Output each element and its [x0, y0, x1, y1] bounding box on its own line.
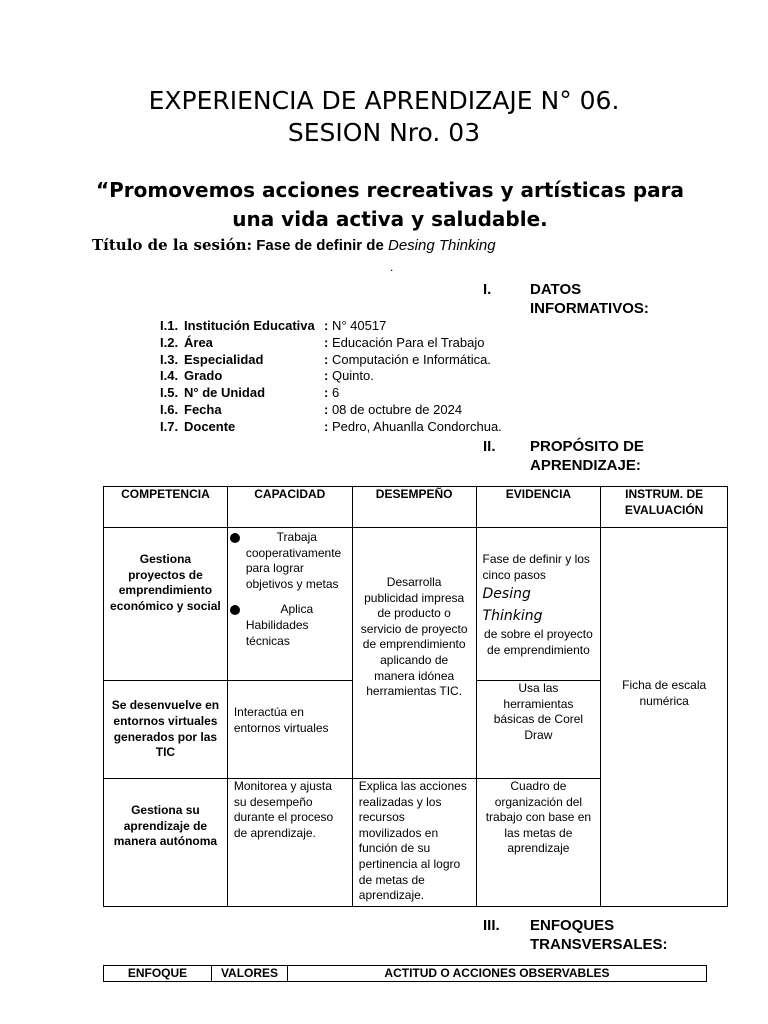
info-num: I.2.: [160, 334, 179, 350]
evidencia-text: de sobre el proyecto de emprendimiento: [484, 627, 593, 657]
table-header-row: [104, 966, 707, 982]
info-num: I.4.: [160, 368, 179, 384]
info-num: I.6.: [160, 401, 179, 417]
section-title: DATOS INFORMATIVOS:: [530, 281, 649, 317]
session-title-text: Fase de definir de: [256, 237, 384, 254]
info-value: 08 de octubre de 2024: [331, 401, 463, 417]
competencia-cell: Se desenvuelve en entornos virtuales generados por las TIC: [104, 681, 228, 779]
info-row: I.5. N° de Unidad : 6: [160, 385, 340, 401]
info-list: [160, 318, 502, 436]
info-key: Área: [184, 334, 213, 350]
header-cell: COMPETENCIA: [104, 487, 228, 528]
instrumento-cell: Ficha de escala numérica: [601, 528, 728, 907]
header-cell: INSTRUM. DE EVALUACIÓN: [601, 487, 728, 528]
info-row: I.2. Área : Educación Para el Trabajo: [160, 334, 485, 350]
session-title-line: [92, 236, 496, 254]
info-value: Quinto.: [331, 368, 374, 384]
capacidad-item: [240, 602, 348, 649]
evidencia-highlight: Desing Thinking: [482, 586, 543, 625]
info-value: Educación Para el Trabajo: [331, 334, 485, 350]
capacidad-item-rest: Habilidades técnicas: [245, 617, 309, 648]
capacidad-bullet: [230, 530, 348, 592]
info-key: Docente: [184, 418, 236, 434]
enfoques-table: [103, 965, 707, 982]
info-key: Especialidad: [184, 351, 264, 367]
info-value: N° 40517: [331, 318, 387, 333]
info-num: I.5.: [160, 385, 179, 401]
info-row: I.3. Especialidad : Computación e Informática.: [160, 351, 491, 367]
capacidad-cell: Interactúa en entornos virtuales: [227, 681, 352, 779]
session-title-label: Título de la sesión:: [92, 236, 253, 254]
info-key: N° de Unidad: [184, 385, 266, 401]
section-proposito: [483, 437, 723, 477]
section-title: ENFOQUES TRANSVERSALES:: [530, 917, 668, 953]
info-value: Computación e Informática.: [331, 351, 491, 367]
info-value: 6: [331, 385, 340, 401]
competencia-cell: Gestiona su aprendizaje de manera autónoma: [104, 779, 228, 907]
section-number: III.: [483, 917, 500, 934]
evidencia-text: Fase de definir y los cinco pasos: [482, 552, 590, 582]
evidencia-cell: [476, 528, 601, 681]
desempeno-cell: Desarrolla publicidad impresa de producto o servicio de proyecto de emprendimiento aplicando de manera idónea herramientas TIC.: [352, 528, 476, 779]
info-num: I.7.: [160, 418, 179, 434]
evidencia-cell: Cuadro de organización del trabajo con base en las metas de aprendizaje: [476, 779, 601, 907]
info-key: Institución Educativa: [184, 318, 315, 333]
header-cell: EVIDENCIA: [476, 487, 601, 528]
capacidad-cell: Monitorea y ajusta su desempeño durante el proceso de aprendizaje.: [227, 779, 352, 907]
info-key: Grado: [184, 368, 223, 384]
capacidad-item-rest: cooperativamente para lograr objetivos y metas: [245, 545, 342, 591]
header-cell: VALORES: [212, 966, 288, 982]
section-enfoques: [483, 916, 723, 956]
session-number: SESION Nro. 03: [287, 118, 481, 147]
competencia-cell: Gestiona proyectos de emprendimiento económico y social: [104, 528, 228, 681]
capacidad-cell: [227, 528, 352, 681]
capacidad-item: [240, 530, 348, 592]
info-row: I.4. Grado : Quinto.: [160, 368, 374, 384]
header-cell: ACTITUD O ACCIONES OBSERVABLES: [288, 966, 707, 982]
section-number: II.: [483, 438, 496, 455]
capacidad-item-head: Aplica: [280, 602, 314, 617]
session-title-italic: Desing Thinking: [387, 237, 496, 254]
section-number: I.: [483, 281, 492, 298]
info-num: I.3.: [160, 351, 179, 367]
header-cell: DESEMPEÑO: [352, 487, 476, 528]
bullet-icon: [230, 605, 240, 615]
header-cell: ENFOQUE: [104, 966, 212, 982]
info-row: I.7. Docente : Pedro, Ahuanlla Condorchua.: [160, 418, 502, 434]
stray-dot: .: [390, 260, 394, 274]
capacidad-bullet: [230, 602, 348, 649]
info-row: I.1. Institución Educativa : N° 40517: [160, 318, 387, 333]
section-title: PROPÓSITO DE APRENDIZAJE:: [530, 438, 644, 474]
info-row: I.6. Fecha : 08 de octubre de 2024: [160, 401, 463, 417]
info-key: Fecha: [184, 401, 222, 417]
header-cell: CAPACIDAD: [227, 487, 352, 528]
section-datos-informativos: [483, 280, 723, 320]
table-row: [104, 528, 728, 681]
experience-slogan: “Promovemos acciones recreativas y artísticas para una vida activa y saludable.: [95, 178, 685, 231]
evidencia-cell: Usa las herramientas básicas de Corel Draw: [476, 681, 601, 779]
desempeno-cell: Explica las acciones realizadas y los recursos movilizados en función de su pertinencia al logro de metas de aprendizaje.: [352, 779, 476, 907]
info-num: I.1.: [160, 318, 179, 333]
info-value: Pedro, Ahuanlla Condorchua.: [331, 418, 502, 434]
document-title: EXPERIENCIA DE APRENDIZAJE N° 06.: [148, 86, 620, 115]
bullet-icon: [230, 533, 240, 543]
table-header-row: [104, 487, 728, 528]
purpose-table: [103, 486, 728, 907]
capacidad-item-head: Trabaja: [276, 530, 317, 544]
